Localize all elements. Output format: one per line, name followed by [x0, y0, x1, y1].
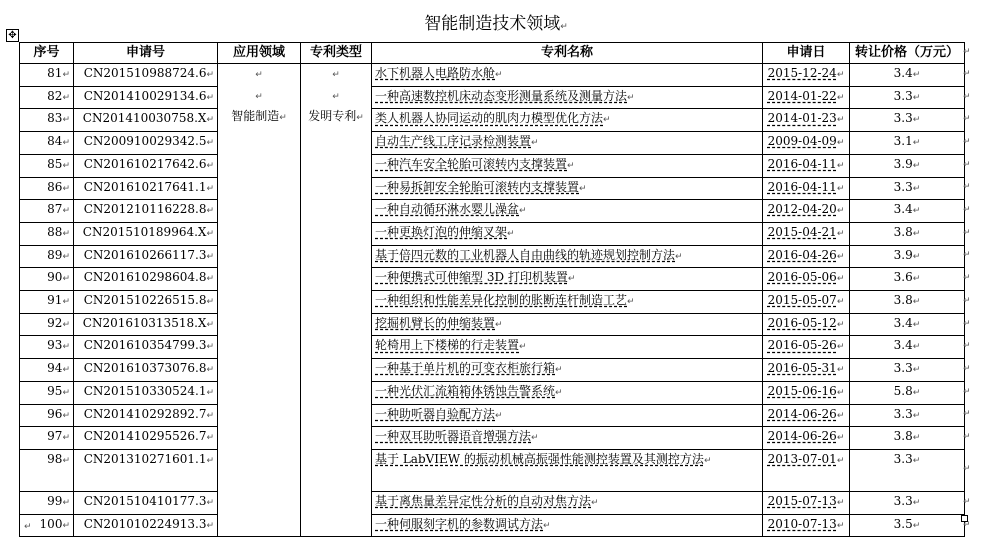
cell-serial-number: 100↵ — [20, 514, 74, 537]
cell-application-date: 2016-04-11↵ — [763, 154, 850, 177]
cell-application-date: 2015-04-21↵ — [763, 222, 850, 245]
cell-serial-number: 90↵ — [20, 268, 74, 291]
cell-transfer-price: 3.4↵ — [850, 200, 965, 223]
row-end-mark: ↵ — [963, 363, 971, 374]
table-row — [20, 491, 965, 514]
cell-transfer-price: 3.1↵ — [850, 132, 965, 155]
cell-serial-number: 96↵ — [20, 404, 74, 427]
cell-patent-name: 一种汽车安全轮胎可滚转内支撑装置↵ — [372, 154, 763, 177]
row-end-mark: ↵ — [963, 114, 971, 125]
column-header: 转让价格（万元） — [850, 43, 965, 64]
cell-application-number: CN200910029342.5↵ — [74, 132, 218, 155]
cell-application-number: CN201510330524.1↵ — [74, 381, 218, 404]
cell-serial-number: 93↵ — [20, 336, 74, 359]
cell-application-number: CN201610217642.6↵ — [74, 154, 218, 177]
column-header: 申请日 — [763, 43, 850, 64]
cell-serial-number: 83↵ — [20, 109, 74, 132]
cell-patent-name: 一种基于单片机的可变衣柜旅行箱↵ — [372, 359, 763, 382]
row-end-mark: ↵ — [963, 159, 971, 170]
cell-patent-name: 一种更换灯泡的伸缩叉架↵ — [372, 222, 763, 245]
cell-patent-name: 基于离焦量差异定性分析的自动对焦方法↵ — [372, 491, 763, 514]
cell-application-number: CN201610354799.3↵ — [74, 336, 218, 359]
cell-patent-name: 一种便携式可伸缩型 3D 打印机装置↵ — [372, 268, 763, 291]
row-end-mark: ↵ — [963, 386, 971, 397]
cell-serial-number: 99↵ — [20, 491, 74, 514]
cell-application-number: CN201610217641.1↵ — [74, 177, 218, 200]
cell-application-date: 2015-06-16↵ — [763, 381, 850, 404]
cell-application-number: CN201410295526.7↵ — [74, 427, 218, 450]
cell-transfer-price: 3.3↵ — [850, 86, 965, 109]
cell-transfer-price: 3.9↵ — [850, 245, 965, 268]
cell-serial-number: 95↵ — [20, 381, 74, 404]
table-row — [20, 427, 965, 450]
cell-patent-name: 轮椅用上下楼梯的行走装置↵ — [372, 336, 763, 359]
table-row — [20, 291, 965, 314]
cell-patent-name: 挖掘机臂长的伸缩装置↵ — [372, 313, 763, 336]
table-row — [20, 109, 965, 132]
table-row — [20, 177, 965, 200]
row-end-mark: ↵ — [963, 205, 971, 216]
cell-transfer-price: 3.5↵ — [850, 514, 965, 537]
row-end-mark: ↵ — [963, 409, 971, 420]
cell-application-number: CN201410029134.6↵ — [74, 86, 218, 109]
cell-application-number: CN201610313518.X↵ — [74, 313, 218, 336]
cell-patent-name: 一种伺服刻字机的参数调试方法↵ — [372, 514, 763, 537]
row-end-mark: ↵ — [963, 273, 971, 284]
cell-patent-name: 一种高速数控机床动态变形测量系统及测量方法↵ — [372, 86, 763, 109]
table-row — [20, 359, 965, 382]
cell-application-number: CN201610266117.3↵ — [74, 245, 218, 268]
table-row — [20, 200, 965, 223]
cell-serial-number: 98↵ — [20, 449, 74, 491]
cell-serial-number: 89↵ — [20, 245, 74, 268]
cell-application-date: 2014-01-23↵ — [763, 109, 850, 132]
document-title: 智能制造技术领域↵ — [424, 14, 568, 34]
cell-application-number: CN201410292892.7↵ — [74, 404, 218, 427]
cell-application-number: CN201310271601.1↵ — [74, 449, 218, 491]
cell-patent-name: 一种双耳助听器语音增强方法↵ — [372, 427, 763, 450]
row-end-mark: ↵ — [963, 91, 971, 102]
cell-serial-number: 85↵ — [20, 154, 74, 177]
cell-transfer-price: 3.6↵ — [850, 268, 965, 291]
cell-patent-name: 一种组织和性能差异化控制的胀断连杆制造工艺↵ — [372, 291, 763, 314]
cell-application-number: CN201510988724.6↵ — [74, 64, 218, 87]
column-header: 申请号 — [74, 43, 218, 64]
row-end-mark: ↵ — [963, 432, 971, 443]
patent-table — [19, 42, 965, 537]
table-row — [20, 64, 965, 87]
cell-transfer-price: 3.3↵ — [850, 491, 965, 514]
cell-patent-name: 基于 LabVIEW 的振动机械高振强性能测控装置及其测控方法↵ — [372, 449, 763, 491]
cell-serial-number: 97↵ — [20, 427, 74, 450]
cell-transfer-price: 3.9↵ — [850, 154, 965, 177]
cell-application-date: 2015-12-24↵ — [763, 64, 850, 87]
cell-application-date: 2013-07-01↵ — [763, 449, 850, 491]
row-end-mark: ↵ — [963, 136, 971, 147]
column-header: 应用领域 — [218, 43, 301, 64]
table-row — [20, 132, 965, 155]
cell-patent-name: 水下机器人电路防水舱↵ — [372, 64, 763, 87]
cell-serial-number: 81↵ — [20, 64, 74, 87]
cell-application-number: CN201510189964.X↵ — [74, 222, 218, 245]
cell-serial-number: 84↵ — [20, 132, 74, 155]
cell-application-date: 2014-01-22↵ — [763, 86, 850, 109]
table-header-row — [20, 43, 965, 64]
row-end-mark: ↵ — [963, 318, 971, 329]
cell-application-number: CN201410030758.X↵ — [74, 109, 218, 132]
cell-patent-type: ↵ ↵ 发明专利↵ — [301, 64, 372, 537]
cell-application-number: CN201610298604.8↵ — [74, 268, 218, 291]
table-row — [20, 86, 965, 109]
cell-application-date: 2014-06-26↵ — [763, 427, 850, 450]
cell-transfer-price: 3.8↵ — [850, 222, 965, 245]
table-row — [20, 381, 965, 404]
cell-transfer-price: 3.8↵ — [850, 291, 965, 314]
cell-patent-name: 一种光伏汇流箱箱体锈蚀告警系统↵ — [372, 381, 763, 404]
cell-transfer-price: 3.4↵ — [850, 64, 965, 87]
table-row — [20, 154, 965, 177]
cell-transfer-price: 3.3↵ — [850, 109, 965, 132]
cell-transfer-price: 3.3↵ — [850, 404, 965, 427]
table-row — [20, 336, 965, 359]
cell-serial-number: 91↵ — [20, 291, 74, 314]
cell-serial-number: 82↵ — [20, 86, 74, 109]
cell-serial-number: 88↵ — [20, 222, 74, 245]
cell-application-number: CN201610373076.8↵ — [74, 359, 218, 382]
row-end-mark: ↵ — [963, 341, 971, 352]
cell-application-date: 2015-07-13↵ — [763, 491, 850, 514]
cell-transfer-price: 3.4↵ — [850, 336, 965, 359]
cell-serial-number: 87↵ — [20, 200, 74, 223]
cell-application-date: 2016-05-26↵ — [763, 336, 850, 359]
cell-transfer-price: 5.8↵ — [850, 381, 965, 404]
cell-patent-name: 一种自动循环淋水婴儿澡盆↵ — [372, 200, 763, 223]
row-end-mark: ↵ — [963, 47, 971, 57]
cell-application-date: 2016-04-26↵ — [763, 245, 850, 268]
cell-patent-name: 基于倍四元数的工业机器人自由曲线的轨迹规划控制方法↵ — [372, 245, 763, 268]
column-header: 专利类型 — [301, 43, 372, 64]
row-end-mark: ↵ — [963, 227, 971, 238]
row-end-mark: ↵ — [963, 68, 971, 79]
cell-patent-name: 一种助听器自验配方法↵ — [372, 404, 763, 427]
row-end-mark: ↵ — [963, 250, 971, 261]
row-end-mark: ↵ — [963, 182, 971, 193]
cell-serial-number: 92↵ — [20, 313, 74, 336]
cell-patent-name: 类人机器人协同运动的肌肉力模型优化方法↵ — [372, 109, 763, 132]
cell-application-date: 2016-05-12↵ — [763, 313, 850, 336]
cell-application-number: CN201210116228.8↵ — [74, 200, 218, 223]
cell-transfer-price: 3.3↵ — [850, 177, 965, 200]
cell-application-date: 2009-04-09↵ — [763, 132, 850, 155]
cell-application-date: 2016-04-11↵ — [763, 177, 850, 200]
table-row — [20, 245, 965, 268]
row-end-mark: ↵ — [963, 519, 971, 530]
table-row — [20, 222, 965, 245]
cell-application-date: 2014-06-26↵ — [763, 404, 850, 427]
cell-patent-name: 一种易拆卸安全轮胎可滚转内支撑装置↵ — [372, 177, 763, 200]
cell-application-date: 2016-05-31↵ — [763, 359, 850, 382]
cell-serial-number: 94↵ — [20, 359, 74, 382]
column-header: 序号 — [20, 43, 74, 64]
column-header: 专利名称 — [372, 43, 763, 64]
cell-application-field: ↵ ↵ 智能制造↵ — [218, 64, 301, 537]
cell-application-date: 2015-05-07↵ — [763, 291, 850, 314]
cell-transfer-price: 3.3↵ — [850, 449, 965, 491]
cell-transfer-price: 3.8↵ — [850, 427, 965, 450]
cell-application-number: CN201510410177.3↵ — [74, 491, 218, 514]
table-row — [20, 449, 965, 491]
cell-transfer-price: 3.3↵ — [850, 359, 965, 382]
row-end-mark: ↵ — [963, 496, 971, 507]
table-row — [20, 268, 965, 291]
cell-application-date: 2012-04-20↵ — [763, 200, 850, 223]
table-move-handle-icon[interactable]: ✥ — [6, 29, 19, 42]
cell-application-date: 2016-05-06↵ — [763, 268, 850, 291]
cell-serial-number: 86↵ — [20, 177, 74, 200]
cell-patent-name: 自动生产线工序记录检测装置↵ — [372, 132, 763, 155]
cell-application-number: CN201010224913.3↵ — [74, 514, 218, 537]
cell-application-date: 2010-07-13↵ — [763, 514, 850, 537]
row-end-mark: ↵ — [963, 295, 971, 306]
cell-application-number: CN201510226515.8↵ — [74, 291, 218, 314]
paragraph-mark: ↵ — [24, 522, 32, 532]
table-row — [20, 514, 965, 537]
row-end-mark: ↵ — [963, 464, 971, 475]
table-row — [20, 313, 965, 336]
cell-transfer-price: 3.4↵ — [850, 313, 965, 336]
table-row — [20, 404, 965, 427]
